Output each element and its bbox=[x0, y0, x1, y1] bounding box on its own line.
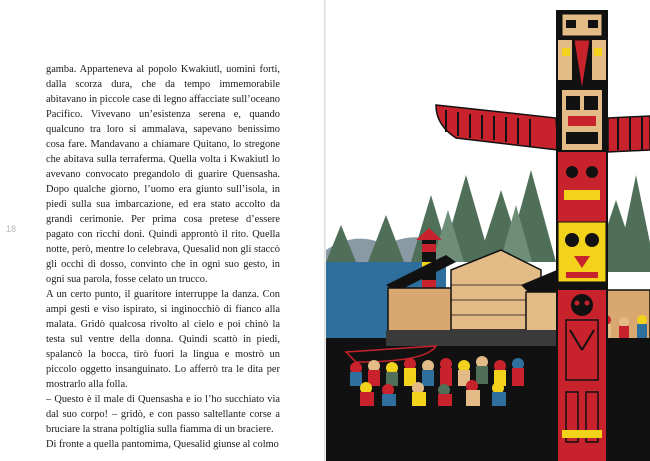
page-number: 18 bbox=[6, 224, 17, 234]
totem-village-illustration bbox=[326, 0, 650, 461]
body-text bbox=[46, 62, 280, 452]
paragraph: A un certo punto, il guaritore interruppe la danza. Con ampi gesti e viso ispirato, si inginocchiò di fianco alla malata. Gridò qualcosa rivolto al cielo e poi chinò la testa sul ventre della donna. Quindi scattò in piedi, spalancò la bocca, tirò fuori la lingua e mostrò un piccolo oggetto insanguinato. Lo afferrò tra le dita per mostrarlo alla folla. bbox=[46, 289, 280, 390]
totem-pole bbox=[556, 10, 608, 461]
left-page bbox=[0, 0, 324, 461]
paragraph: – Questo è il male di Quensasha e io l’ho succhiato via dal suo corpo! – gridò, e con passo saltellante corse a bruciare la strana poltiglia sulla fiamma di un braciere. bbox=[46, 394, 280, 435]
paragraph: gamba. Apparteneva al popolo Kwakiutl, uomini forti, dalla scorza dura, che da tempo immemorabile abitavano in piccole case di legno affacciate sull’oceano Pacifico. Vivevano un’esistenza serena e, quando qualcuno tra loro si ammalava, sapevano benissimo cosa fare. Mandavano a chiamare Quitano, lo stregone che abitava sulla terraferma. Quella volta i Kwakiutl lo avevano convocato pregandolo di guarire Quensasha. Dopo qualche giorno, l’uomo era giunto sull’isola, in piedi sulla sua imbarcazione, ed era stato accolto da grandi cerimonie. Per prima cosa pretese d’essere pagato con ricchi doni. Quindi approntò il rito. Quella notte, però, mentre lo celebrava, Quesalid non gli staccò gli occhi di dosso, convinto che in ogni suo gesto, in ogni sua parola, fosse celato un trucco. bbox=[46, 64, 280, 285]
right-page bbox=[326, 0, 650, 461]
paragraph: Di fronte a quella pantomima, Quesalid giunse al colmo bbox=[46, 439, 279, 450]
